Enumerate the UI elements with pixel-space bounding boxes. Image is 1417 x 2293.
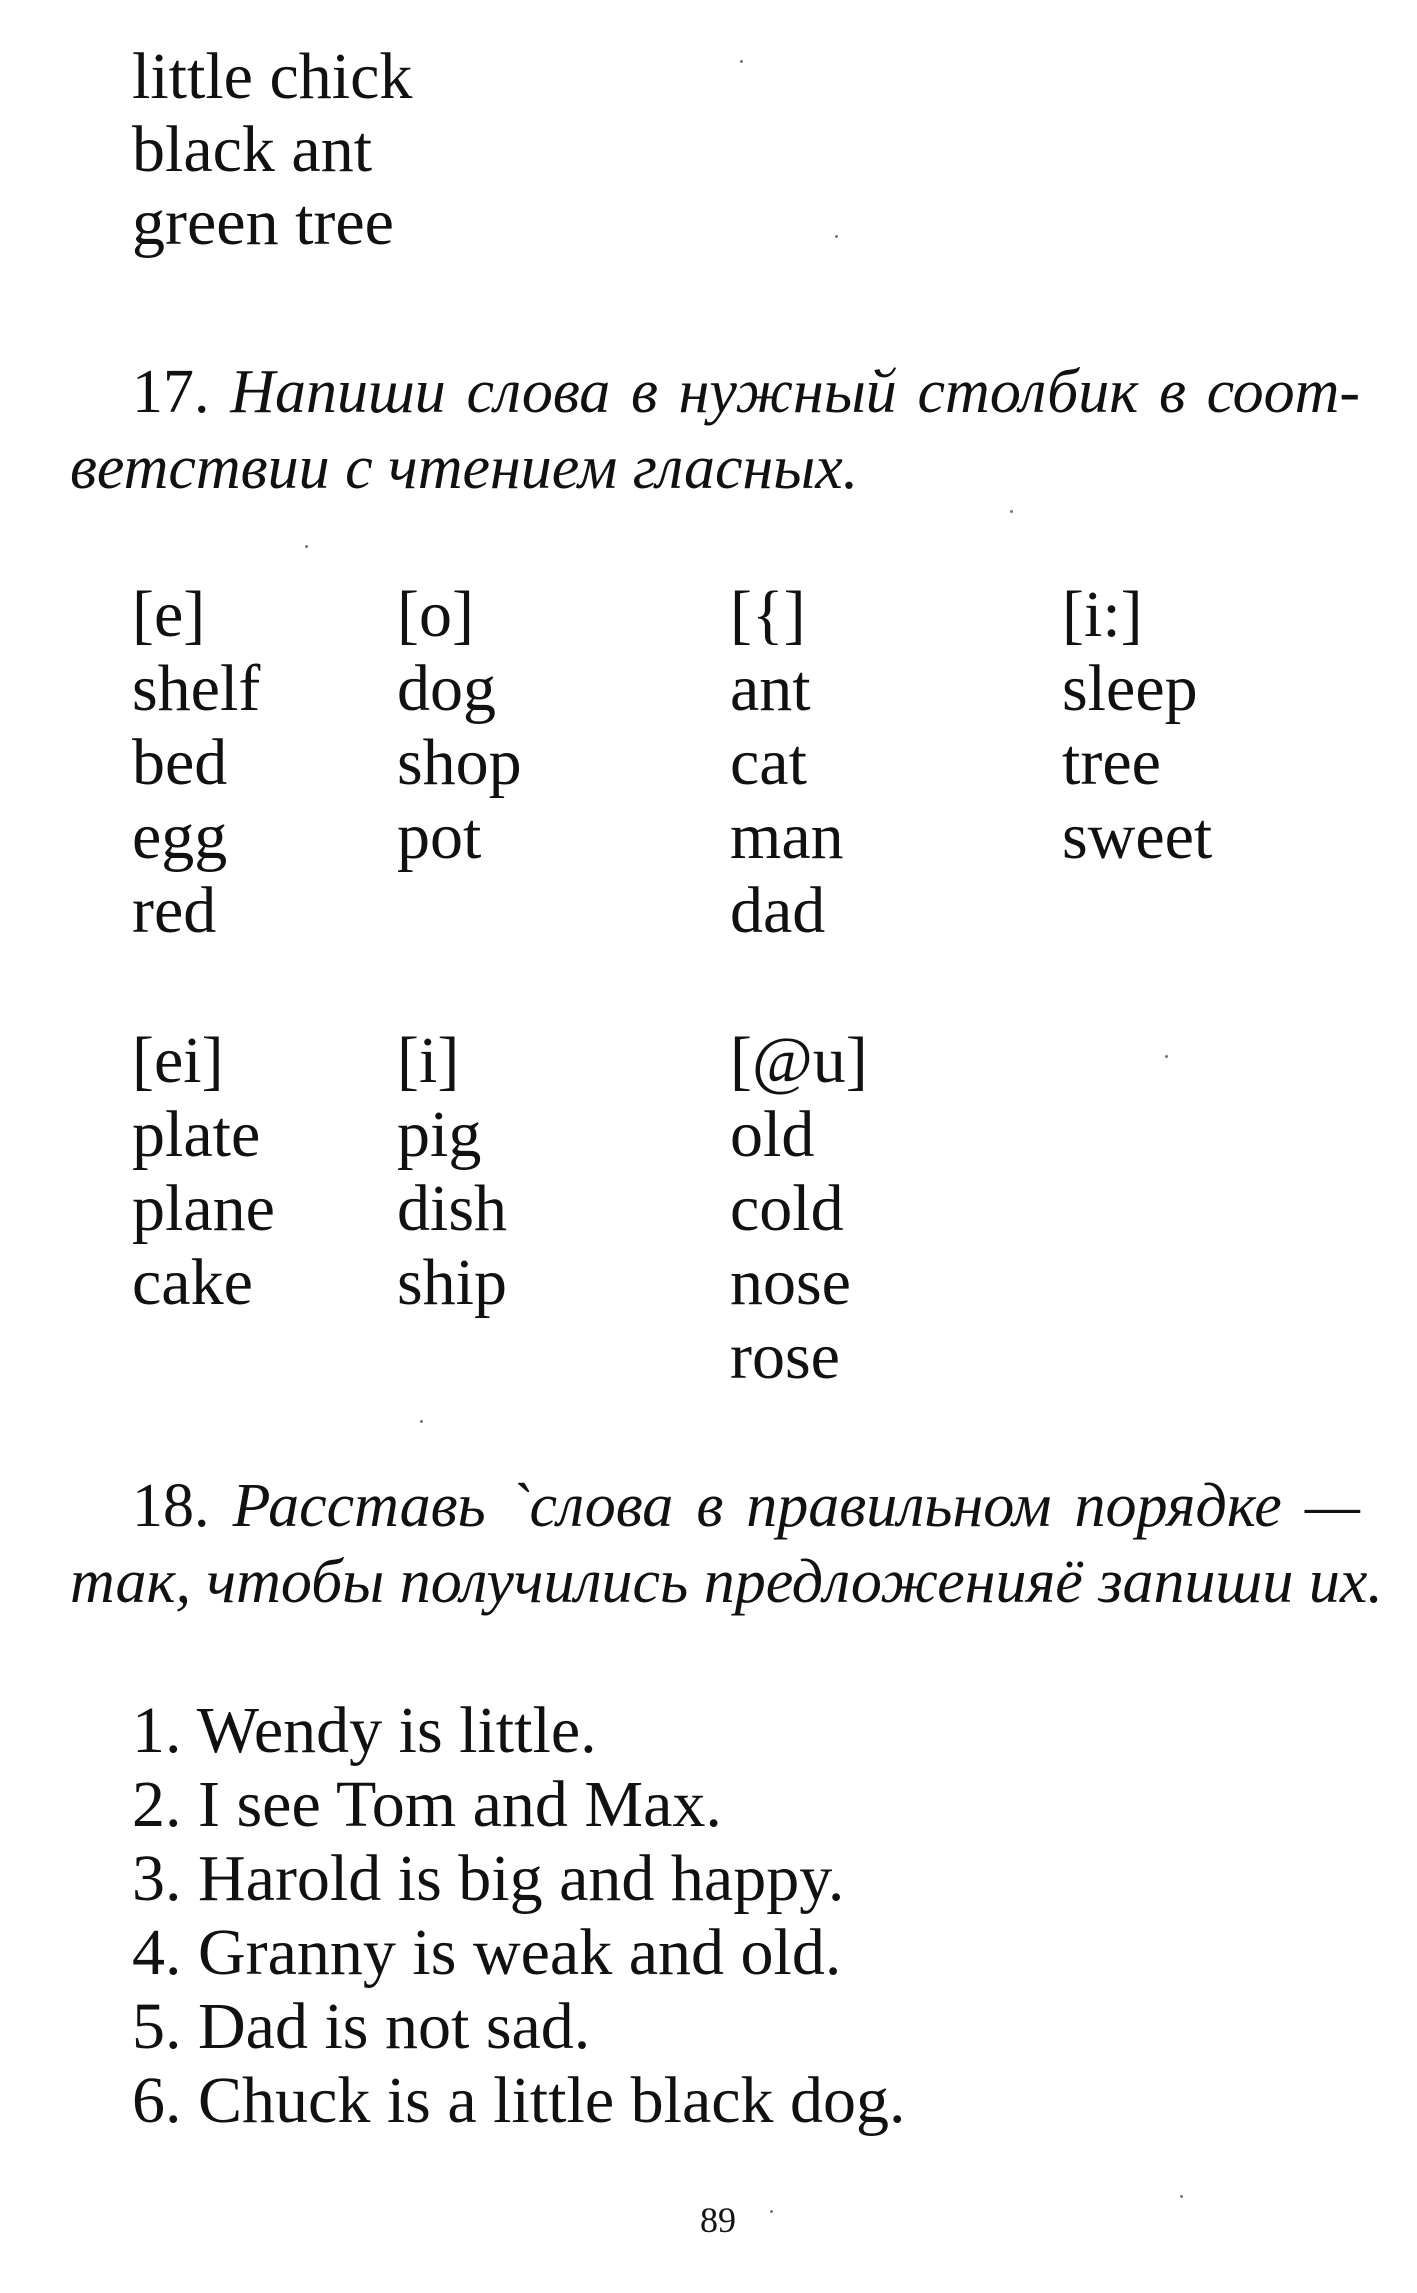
scan-speck <box>740 60 743 63</box>
word: cold <box>730 1172 844 1245</box>
intro-line: green tree <box>132 186 394 259</box>
scan-speck <box>1180 2195 1183 2198</box>
vowel-column-e <box>132 578 260 948</box>
exercise-number: 17. <box>132 358 210 426</box>
exercise-instruction: ветствии с чтением гласных. <box>70 434 859 502</box>
sentence-list <box>132 1694 906 2138</box>
exercise-instruction: Расставь `слова в правильном порядке — <box>232 1472 1360 1540</box>
exercise-17-heading-line2 <box>70 428 858 508</box>
exercise-number: 18. <box>132 1472 210 1540</box>
exercise-17-heading <box>70 352 1360 432</box>
word: shop <box>397 726 522 799</box>
word: plane <box>132 1172 275 1245</box>
scan-speck <box>1010 510 1013 513</box>
sound-label: [i] <box>397 1024 460 1097</box>
scan-speck <box>420 1420 423 1423</box>
sentence: 6. Chuck is a little black dog. <box>132 2064 906 2137</box>
scan-speck <box>305 545 308 548</box>
sound-label: [ei] <box>132 1024 224 1097</box>
exercise-18-heading-line2 <box>70 1542 1383 1622</box>
sound-label: [o] <box>397 578 474 651</box>
word: dad <box>730 874 826 947</box>
exercise-18-heading <box>70 1466 1360 1546</box>
intro-line: little chick <box>132 40 413 113</box>
sound-label: [i:] <box>1062 578 1143 651</box>
vowel-column-ei <box>132 1024 275 1320</box>
word: nose <box>730 1246 851 1319</box>
intro-line: black ant <box>132 113 373 186</box>
word: plate <box>132 1098 261 1171</box>
word: pig <box>397 1098 482 1171</box>
word: egg <box>132 800 228 873</box>
scan-speck <box>770 2210 773 2213</box>
vowel-column-i-long <box>1062 578 1212 874</box>
sentence: 4. Granny is weak and old. <box>132 1916 842 1989</box>
word: sweet <box>1062 800 1213 873</box>
word: ant <box>730 652 811 725</box>
sentence: 3. Harold is big and happy. <box>132 1842 845 1915</box>
exercise-instruction: так, чтобы получились предложенияё запиши их. <box>70 1548 1383 1616</box>
word: ship <box>397 1246 508 1319</box>
word: dish <box>397 1172 508 1245</box>
word: old <box>730 1098 815 1171</box>
word: bed <box>132 726 228 799</box>
sentence: 1. Wendy is little. <box>132 1694 597 1767</box>
word: cat <box>730 726 807 799</box>
scan-speck <box>1165 1055 1168 1058</box>
word: sleep <box>1062 652 1198 725</box>
sound-label: [@u] <box>730 1024 868 1097</box>
vowel-column-ae <box>730 578 844 948</box>
word: dog <box>397 652 496 725</box>
word: red <box>132 874 217 947</box>
sentence: 2. I see Tom and Max. <box>132 1768 722 1841</box>
word: cake <box>132 1246 253 1319</box>
vowel-column-o <box>397 578 522 874</box>
word: man <box>730 800 844 873</box>
word: shelf <box>132 652 261 725</box>
word: rose <box>730 1320 840 1393</box>
scan-speck <box>835 235 838 238</box>
page-number: 89 <box>700 2200 736 2240</box>
vowel-column-i <box>397 1024 507 1320</box>
exercise-instruction: Напиши слова в нужный столбик в соот- <box>230 358 1360 426</box>
word: pot <box>397 800 482 873</box>
vowel-column-ou <box>730 1024 868 1394</box>
sound-label: [e] <box>132 578 206 651</box>
word: tree <box>1062 726 1161 799</box>
sound-label: [{] <box>730 578 806 651</box>
sentence: 5. Dad is not sad. <box>132 1990 591 2063</box>
